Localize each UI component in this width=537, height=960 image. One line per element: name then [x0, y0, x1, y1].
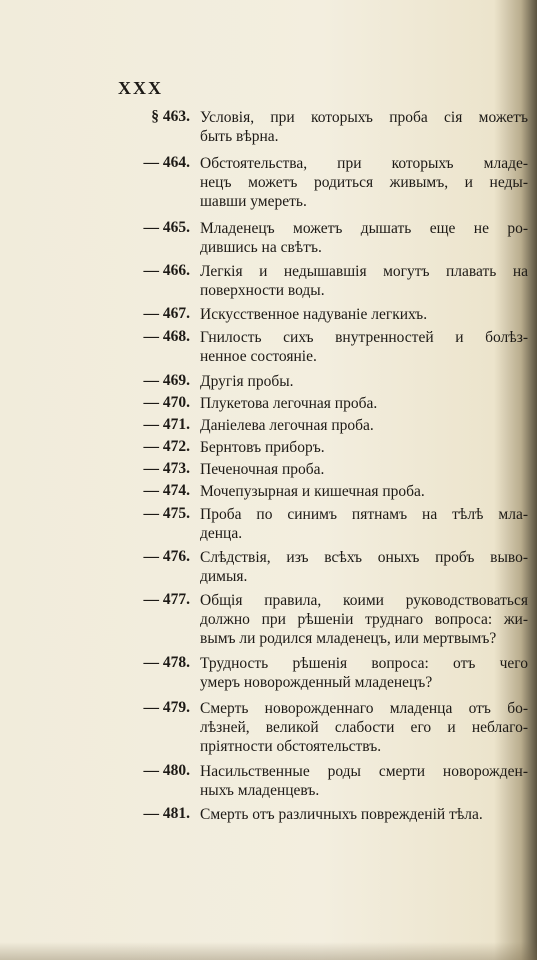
toc-entry: [0, 548, 537, 590]
section-title-line: нецъ можетъ родиться живымъ, и неды-: [200, 174, 528, 191]
section-title-line: поверхности воды.: [200, 282, 325, 299]
section-title-line: Проба по синимъ пятнамъ на тѣлѣ мла-: [200, 506, 528, 523]
toc-entry: [0, 108, 537, 150]
section-title-line: вымъ ли родился младенецъ, или мертвымъ?: [200, 630, 497, 647]
section-number: — 475.: [143, 505, 190, 522]
section-title-line: пріятности обстоятельствъ.: [200, 738, 382, 755]
toc-entry: [0, 416, 537, 439]
section-title-line: Младенецъ можетъ дышать еще не ро-: [200, 220, 528, 237]
section-title-line: Бернтовъ приборъ.: [200, 439, 325, 456]
section-title-line: Гнилость сихъ внутренностей и болѣз-: [200, 329, 528, 346]
section-title-line: Плукетова легочная проба.: [200, 395, 378, 412]
section-title-line: Мочепузырная и кишечная проба.: [200, 483, 425, 500]
page-shadow: [0, 942, 537, 960]
section-number: — 464.: [143, 154, 190, 171]
section-number: — 472.: [143, 438, 190, 455]
toc-entry: [0, 219, 537, 261]
section-title: [200, 699, 528, 756]
section-title: [200, 460, 528, 479]
section-title: [200, 762, 528, 800]
section-number: — 474.: [143, 482, 190, 499]
section-number: — 481.: [143, 805, 190, 822]
section-title: [200, 805, 528, 824]
section-number: § 463.: [151, 108, 190, 125]
section-title-line: Смерть новорожденнаго младенца отъ бо-: [200, 700, 528, 717]
toc-entry: [0, 482, 537, 505]
section-number: — 473.: [143, 460, 190, 477]
section-title-line: Смерть отъ различныхъ поврежденій тѣла.: [200, 806, 483, 823]
page-number: XXX: [118, 78, 163, 98]
toc-entry: [0, 154, 537, 215]
toc-entry: [0, 262, 537, 304]
section-title-line: шавши умереть.: [200, 193, 307, 210]
section-title: [200, 416, 528, 435]
section-title-line: умеръ новорожденный младенецъ?: [200, 674, 433, 691]
section-title-line: должно при рѣшеніи труднаго вопроса: жи-: [200, 611, 528, 628]
section-title: [200, 654, 528, 692]
section-title-line: ненное состояніе.: [200, 348, 317, 365]
section-title-line: Трудность рѣшенія вопроса: отъ чего: [200, 655, 528, 672]
section-title-line: Условія, при которыхъ проба сія можетъ: [200, 109, 528, 126]
section-title-line: Слѣдствія, изъ всѣхъ оныхъ пробъ выво-: [200, 549, 528, 566]
section-title: [200, 219, 528, 257]
toc-entry: [0, 305, 537, 328]
toc-entry: [0, 591, 537, 652]
toc-entry: [0, 762, 537, 804]
section-number: — 466.: [143, 262, 190, 279]
section-title-line: Печеночная проба.: [200, 461, 325, 478]
section-title: [200, 328, 528, 366]
section-number: — 470.: [143, 394, 190, 411]
section-number: — 469.: [143, 372, 190, 389]
section-number: — 467.: [143, 305, 190, 322]
section-title-line: Насильственные роды смерти новорожден-: [200, 763, 528, 780]
section-title: [200, 394, 528, 413]
section-title: [200, 591, 528, 648]
section-title-line: Общія правила, коими руководствоваться: [200, 592, 528, 609]
toc-entry: [0, 699, 537, 760]
section-title: [200, 154, 528, 211]
section-title-line: дившись на свѣтъ.: [200, 239, 322, 256]
toc-entry: [0, 654, 537, 696]
section-title-line: лѣзней, великой слабости его и неблаго-: [200, 719, 528, 736]
section-title-line: Искусственное надуваніе легкихъ.: [200, 306, 428, 323]
toc-entry: [0, 505, 537, 547]
toc-entry: [0, 805, 537, 828]
section-title-line: ныхъ младенцевъ.: [200, 782, 320, 799]
toc-entry: [0, 328, 537, 370]
section-number: — 468.: [143, 328, 190, 345]
section-number: — 465.: [143, 219, 190, 236]
section-title: [200, 108, 528, 146]
section-title-line: Даніелева легочная проба.: [200, 417, 374, 434]
section-title: [200, 505, 528, 543]
section-number: — 477.: [143, 591, 190, 608]
toc-entry: [0, 394, 537, 417]
section-number: — 476.: [143, 548, 190, 565]
section-title-line: денца.: [200, 525, 243, 542]
toc-entry: [0, 460, 537, 483]
section-number: — 480.: [143, 762, 190, 779]
section-title: [200, 548, 528, 586]
section-title-line: Другія пробы.: [200, 373, 294, 390]
section-title: [200, 372, 528, 391]
section-title-line: димыя.: [200, 568, 248, 585]
section-title: [200, 438, 528, 457]
section-title: [200, 305, 528, 324]
section-title-line: Легкія и недышавшія могутъ плавать на: [200, 263, 528, 280]
section-title-line: быть вѣрна.: [200, 128, 279, 145]
toc-entry: [0, 372, 537, 395]
section-number: — 478.: [143, 654, 190, 671]
section-number: — 471.: [143, 416, 190, 433]
section-title: [200, 262, 528, 300]
toc-entry: [0, 438, 537, 461]
section-title: [200, 482, 528, 501]
section-title-line: Обстоятельства, при которыхъ младе-: [200, 155, 528, 172]
section-number: — 479.: [143, 699, 190, 716]
